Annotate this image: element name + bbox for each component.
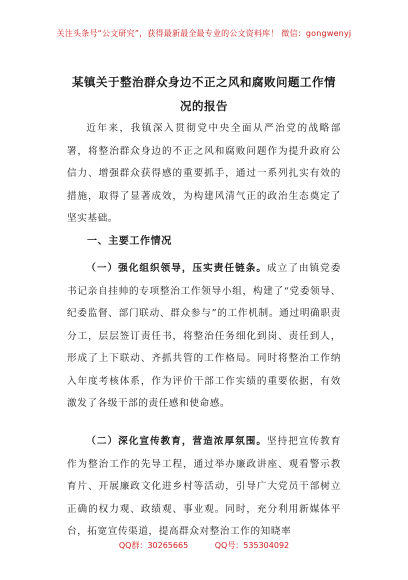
paragraph-2 [67, 431, 341, 544]
footer-qq: QQ号：535304092 [214, 541, 290, 550]
document-title: 某镇关于整治群众身边不正之风和腐败问题工作情况的报告 [72, 75, 336, 113]
paragraph-2-body: 坚持把宣传教育作为整治工作的先导工程，通过举办廉政讲座、观看警示教育片、开展廉政文化进乡村等活动，引导广大党员干部树立正确的权力观、政绩观、事业观。同时，充分利用新媒体平台，拓宽宣传渠道，提高群众对整治工作的知晓率 [67, 436, 342, 537]
footer-contact [0, 540, 408, 551]
footer-qq-group: QQ群：30265665 [118, 541, 189, 550]
paragraph-1 [67, 258, 341, 416]
section-heading-1: 一、主要工作情况 [87, 236, 172, 247]
paragraph-1-body: 成立了由镇党委书记亲自挂帅的专项整治工作领导小组，构建了“党委领导、纪委监督、部门联动、群众参与”的工作机制。通过明确职责分工，层层签订责任书，将整治任务细化到岗、责任到人，形成了上下联动、齐抓共管的工作格局。同时将整治工作纳入年度考核体系，作为评价干部工作实绩的重要依据，有效激发了各级干部的责任感和使命感。 [67, 263, 342, 409]
paragraph-1-lead: （一）强化组织领导，压实责任链条。 [86, 263, 267, 274]
intro-paragraph: 近年来，我镇深入贯彻党中央全面从严治党的战略部署，将整治群众身边的不正之风和腐败问题作为提升政府公信力、增强群众获得感的重要抓手，通过一系列扎实有效的措施，取得了显著成效，为构建风清气正的政治生态奠定了坚实基础。 [67, 123, 341, 224]
paragraph-2-lead: （二）深化宣传教育，营造浓厚氛围。 [86, 436, 267, 447]
header-banner: 关注头条号“公文研究”，获得最新最全最专业的公文资料库！ 微信：gongwenyj [56, 29, 352, 38]
